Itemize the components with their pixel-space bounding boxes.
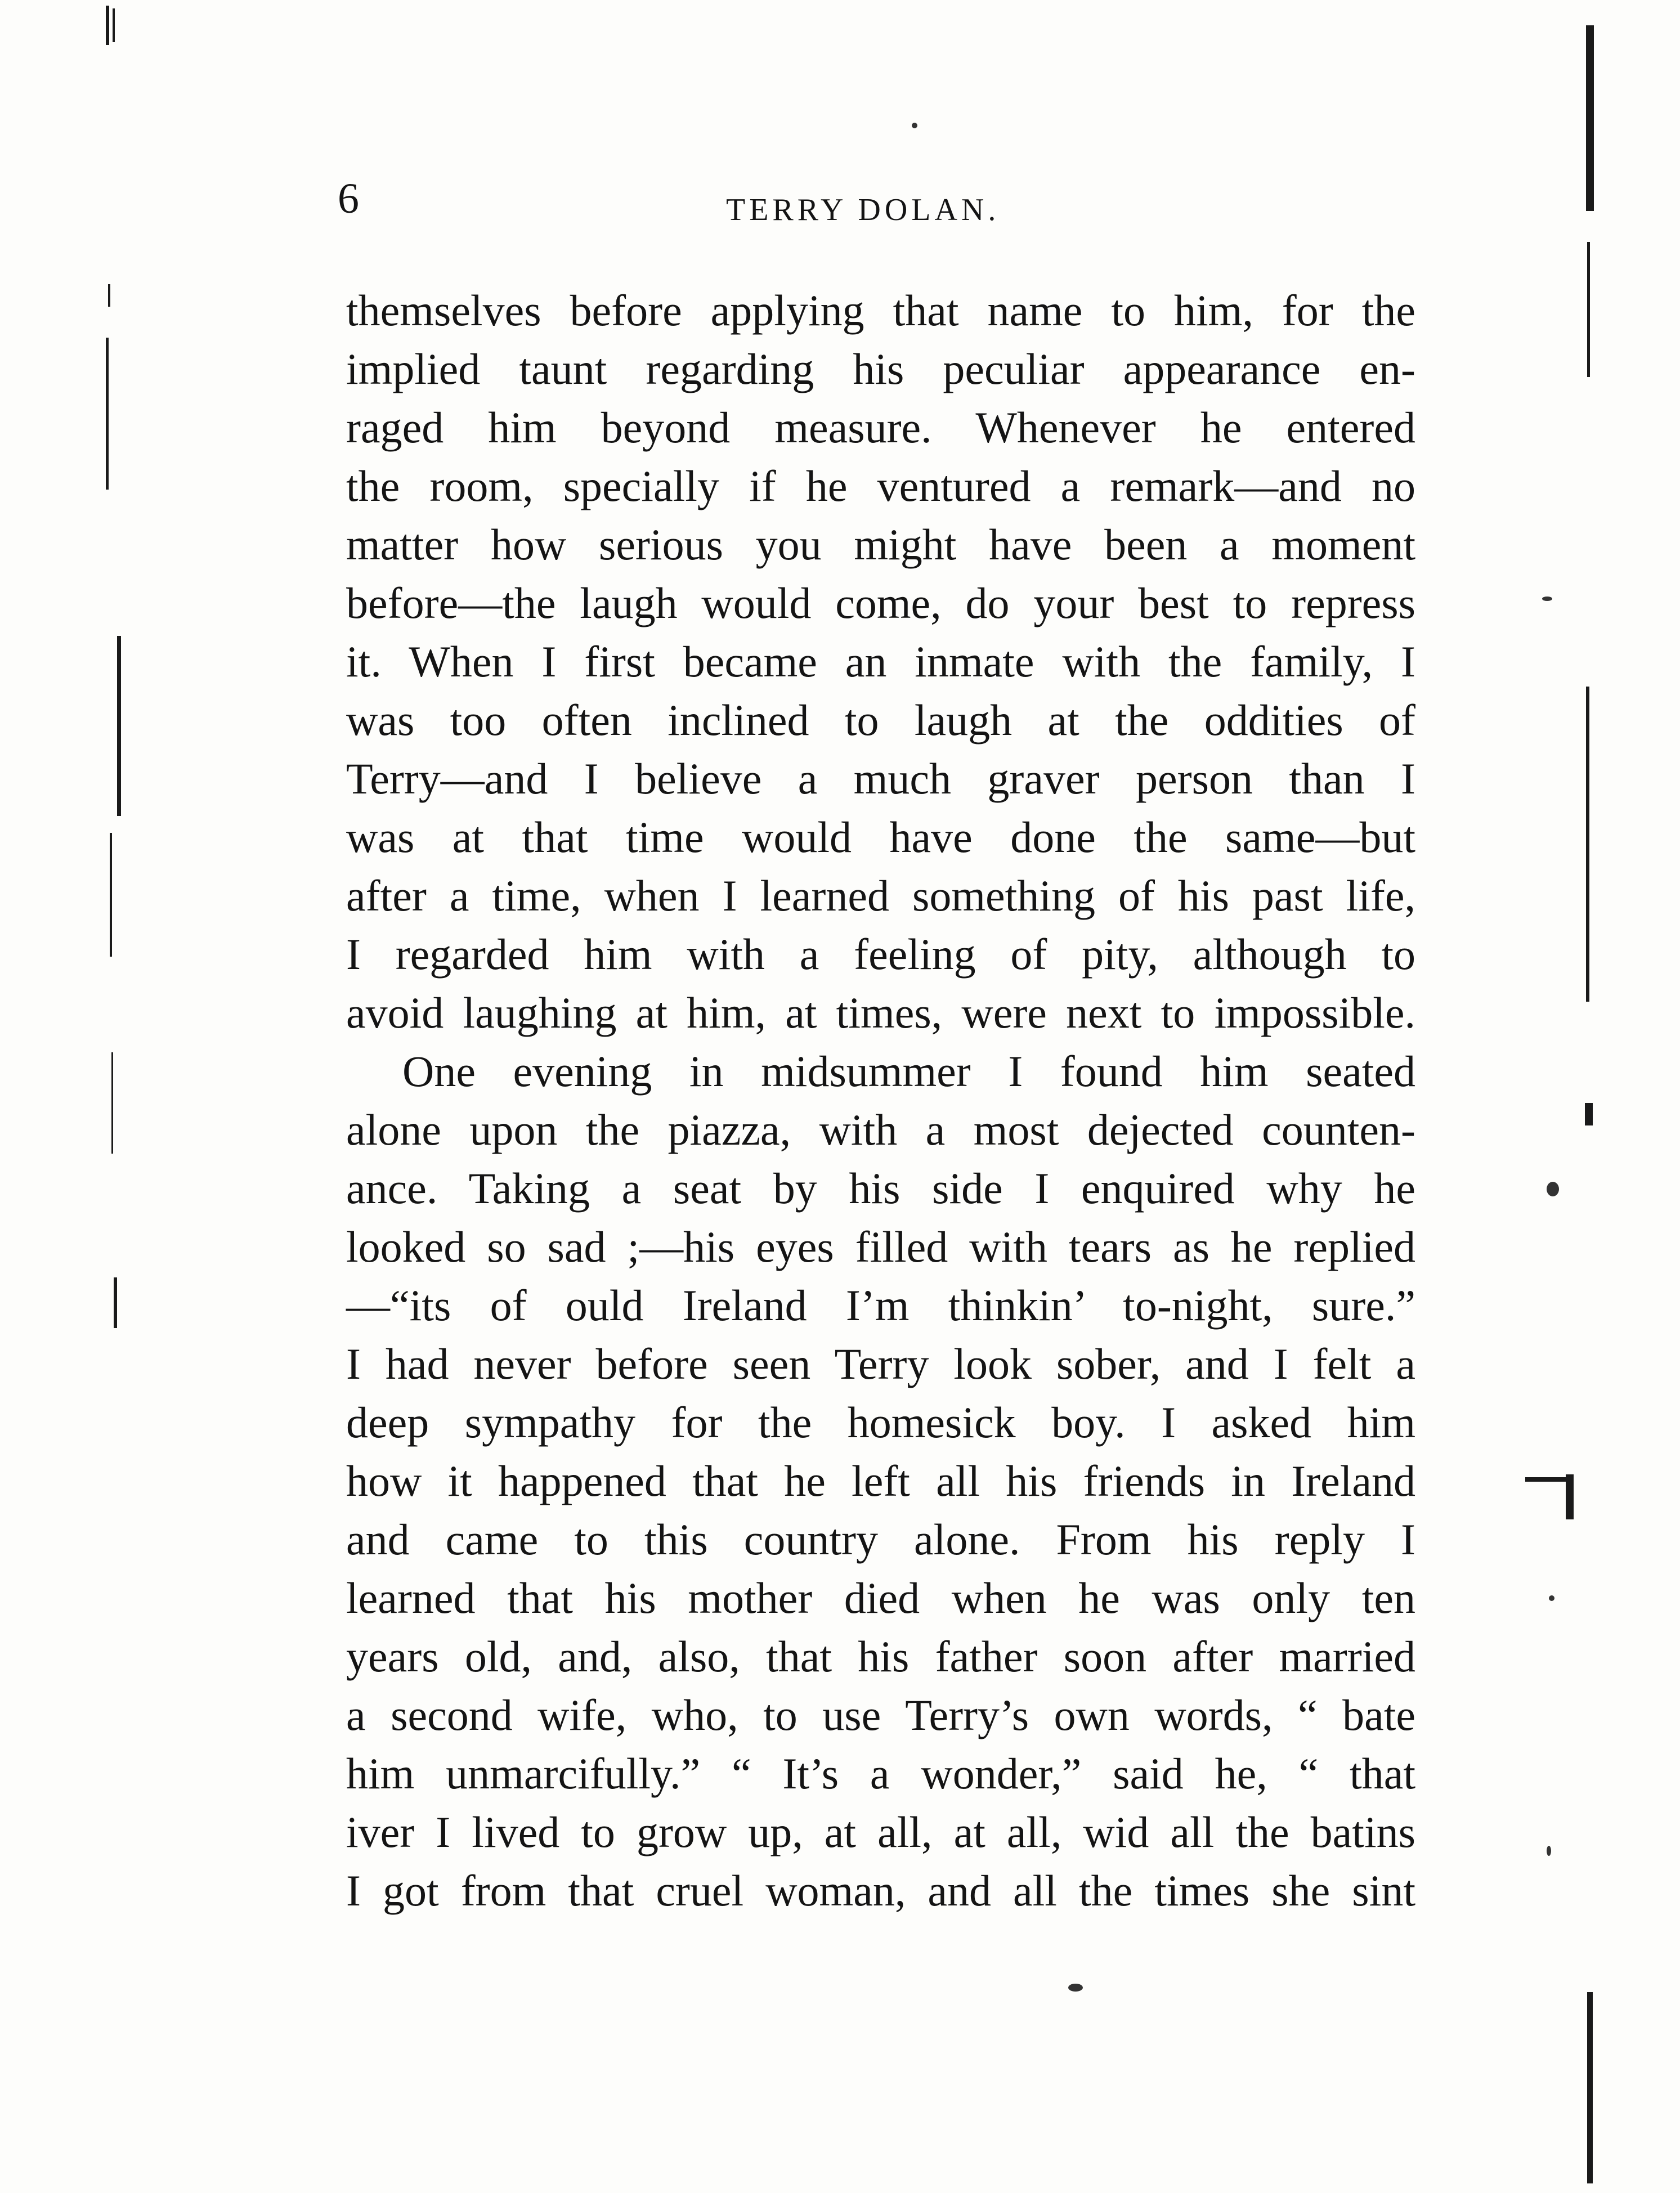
text-line: was too often inclined to laugh at the oddities of xyxy=(346,696,1415,745)
text-line: the room, specially if he ventured a remark—and no xyxy=(346,461,1415,510)
text-line: I had never before seen Terry look sober, and I felt a xyxy=(346,1339,1415,1388)
text-line: how it happened that he left all his friends in Ireland xyxy=(346,1456,1415,1505)
speck xyxy=(1549,1595,1554,1601)
text-line: iver I lived to grow up, at all, at all, wid all the batins xyxy=(346,1808,1415,1856)
text-line: years old, and, also, that his father soon after married xyxy=(346,1632,1415,1681)
text-line: alone upon the piazza, with a most dejected counten- xyxy=(346,1105,1415,1154)
edge-mark xyxy=(111,1052,113,1154)
text-line: matter how serious you might have been a moment xyxy=(346,520,1415,569)
text-line: and came to this country alone. From his reply I xyxy=(346,1515,1415,1564)
text-line: it. When I first became an inmate with the family, I xyxy=(346,637,1415,686)
text-line: ance. Taking a seat by his side I enquired why he xyxy=(346,1164,1415,1213)
edge-mark xyxy=(106,6,109,45)
text-line: raged him beyond measure. Whenever he entered xyxy=(346,403,1415,452)
text-line: him unmarcifully.” “ It’s a wonder,” said he, “ that xyxy=(346,1749,1415,1798)
text-line: was at that time would have done the same—but xyxy=(346,813,1415,862)
edge-mark xyxy=(113,8,115,42)
text-line: looked so sad ;—his eyes filled with tears as he replied xyxy=(346,1222,1415,1271)
running-title: TERRY DOLAN. xyxy=(726,192,1000,227)
speck xyxy=(1542,597,1552,601)
edge-mark xyxy=(1586,25,1594,211)
text-line: avoid laughing at him, at times, were next to impossible. xyxy=(346,988,1415,1037)
edge-mark xyxy=(114,1277,117,1328)
edge-mark xyxy=(106,338,109,490)
edge-mark xyxy=(1566,1474,1574,1519)
text-line: —“its of ould Ireland I’m thinkin’ to-night, sure.” xyxy=(346,1281,1415,1330)
edge-mark xyxy=(108,284,110,307)
speck xyxy=(1547,1846,1551,1856)
edge-mark xyxy=(1525,1477,1570,1482)
paragraph-first-line: One evening in midsummer I found him seated xyxy=(402,1047,1415,1096)
page-body xyxy=(346,281,1415,1920)
text-line: learned that his mother died when he was only ten xyxy=(346,1573,1415,1622)
text-line: Terry—and I believe a much graver person than I xyxy=(346,754,1415,803)
edge-mark xyxy=(1585,1103,1593,1125)
speck xyxy=(1547,1182,1559,1196)
text-line: after a time, when I learned something of his past life, xyxy=(346,871,1415,920)
text-line: implied taunt regarding his peculiar appearance en- xyxy=(346,344,1415,393)
page-number: 6 xyxy=(338,175,359,222)
edge-mark xyxy=(1587,242,1590,377)
edge-mark xyxy=(117,636,121,816)
edge-mark xyxy=(1587,1992,1593,2183)
text-line: themselves before applying that name to him, for the xyxy=(346,286,1415,335)
text-line: a second wife, who, to use Terry’s own words, “ bate xyxy=(346,1690,1415,1739)
text-line: I regarded him with a feeling of pity, although to xyxy=(346,930,1415,979)
edge-mark xyxy=(110,833,112,957)
speck xyxy=(912,123,917,128)
edge-mark xyxy=(1586,687,1589,1002)
speck xyxy=(1068,1984,1083,1992)
text-line: before—the laugh would come, do your best to repress xyxy=(346,578,1415,627)
text-line: deep sympathy for the homesick boy. I asked him xyxy=(346,1398,1415,1447)
text-line: I got from that cruel woman, and all the times she sint xyxy=(346,1866,1415,1915)
